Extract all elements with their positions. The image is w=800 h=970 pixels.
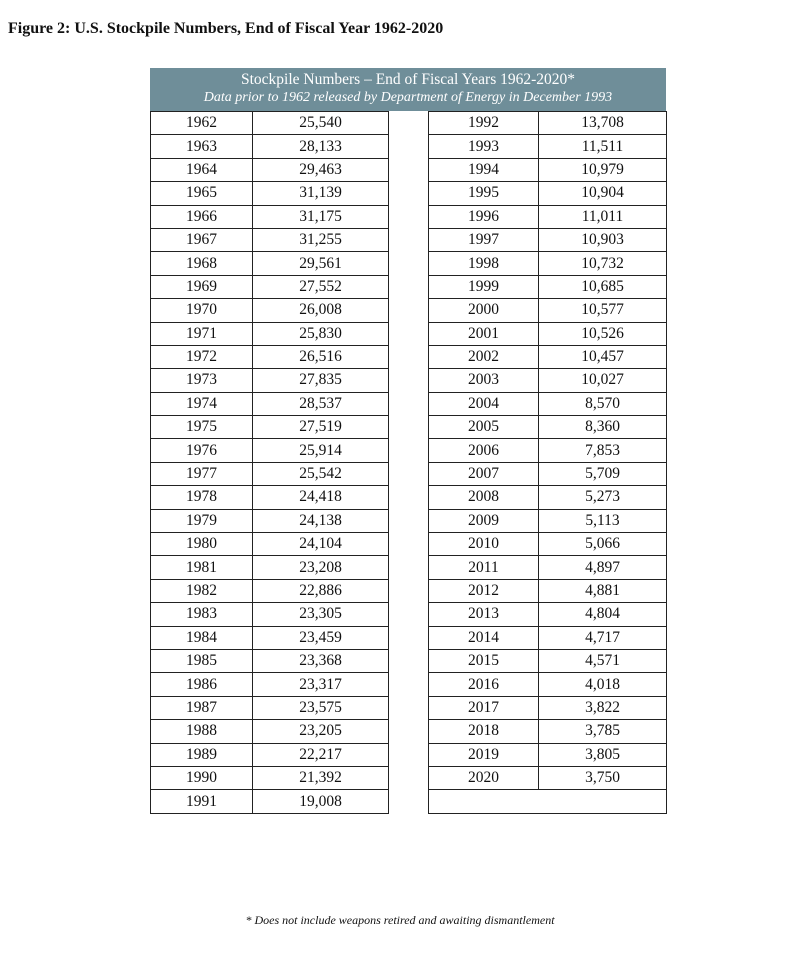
spacer-cell (389, 509, 429, 532)
right-year-cell: 2009 (429, 509, 539, 532)
right-count-cell: 10,027 (539, 369, 667, 392)
left-year-cell: 1969 (151, 275, 253, 298)
left-year-cell: 1967 (151, 228, 253, 251)
table-header-title: Stockpile Numbers – End of Fiscal Years 1962-2020* (240, 71, 576, 88)
spacer-cell (389, 603, 429, 626)
left-year-cell: 1963 (151, 135, 253, 158)
left-count-cell: 23,208 (253, 556, 389, 579)
stockpile-grid (150, 111, 667, 814)
right-count-cell: 4,804 (539, 603, 667, 626)
right-year-cell: 1992 (429, 112, 539, 135)
left-count-cell: 28,537 (253, 392, 389, 415)
left-year-cell: 1988 (151, 720, 253, 743)
left-year-cell: 1965 (151, 182, 253, 205)
table-row (151, 649, 667, 672)
left-count-cell: 21,392 (253, 766, 389, 789)
left-count-cell: 23,575 (253, 696, 389, 719)
spacer-cell (389, 743, 429, 766)
left-count-cell: 23,305 (253, 603, 389, 626)
table-row (151, 743, 667, 766)
right-count-cell: 8,360 (539, 416, 667, 439)
left-year-cell: 1976 (151, 439, 253, 462)
left-year-cell: 1986 (151, 673, 253, 696)
spacer-cell (389, 182, 429, 205)
left-count-cell: 24,138 (253, 509, 389, 532)
right-year-cell: 2008 (429, 486, 539, 509)
table-row (151, 416, 667, 439)
left-count-cell: 23,205 (253, 720, 389, 743)
left-year-cell: 1972 (151, 345, 253, 368)
spacer-cell (389, 416, 429, 439)
left-year-cell: 1990 (151, 766, 253, 789)
right-year-cell: 2019 (429, 743, 539, 766)
table-row (151, 579, 667, 602)
table-row (151, 369, 667, 392)
right-count-cell: 5,066 (539, 533, 667, 556)
table-row (151, 135, 667, 158)
right-year-cell: 2006 (429, 439, 539, 462)
table-row (151, 158, 667, 181)
table-row (151, 345, 667, 368)
right-count-cell: 4,717 (539, 626, 667, 649)
right-count-cell: 10,577 (539, 299, 667, 322)
right-year-cell: 2011 (429, 556, 539, 579)
spacer-cell (389, 228, 429, 251)
table-row (151, 439, 667, 462)
right-year-cell: 2020 (429, 766, 539, 789)
right-year-cell: 2017 (429, 696, 539, 719)
table-row (151, 509, 667, 532)
left-year-cell: 1979 (151, 509, 253, 532)
right-count-cell: 8,570 (539, 392, 667, 415)
spacer-cell (389, 649, 429, 672)
right-count-cell: 11,011 (539, 205, 667, 228)
spacer-cell (389, 299, 429, 322)
right-count-cell: 4,018 (539, 673, 667, 696)
left-year-cell: 1974 (151, 392, 253, 415)
right-year-cell: 2007 (429, 462, 539, 485)
table-row (151, 696, 667, 719)
right-year-cell: 2018 (429, 720, 539, 743)
left-count-cell: 31,175 (253, 205, 389, 228)
right-year-cell: 2010 (429, 533, 539, 556)
spacer-cell (389, 533, 429, 556)
spacer-cell (389, 252, 429, 275)
right-year-cell: 2002 (429, 345, 539, 368)
left-year-cell: 1975 (151, 416, 253, 439)
left-count-cell: 27,519 (253, 416, 389, 439)
table-row (151, 486, 667, 509)
table-row (151, 205, 667, 228)
table-row (151, 720, 667, 743)
right-year-cell: 1997 (429, 228, 539, 251)
empty-cell (429, 790, 667, 813)
left-count-cell: 25,542 (253, 462, 389, 485)
right-year-cell: 1998 (429, 252, 539, 275)
right-count-cell: 10,526 (539, 322, 667, 345)
right-year-cell: 1993 (429, 135, 539, 158)
left-count-cell: 27,835 (253, 369, 389, 392)
table-row (151, 299, 667, 322)
right-year-cell: 2004 (429, 392, 539, 415)
stockpile-table (150, 68, 666, 814)
left-year-cell: 1983 (151, 603, 253, 626)
left-year-cell: 1985 (151, 649, 253, 672)
spacer-cell (389, 673, 429, 696)
table-row (151, 392, 667, 415)
right-count-cell: 4,897 (539, 556, 667, 579)
figure-title: Figure 2: U.S. Stockpile Numbers, End of Fiscal Year 1962-2020 (8, 20, 444, 37)
spacer-cell (389, 439, 429, 462)
table-row (151, 673, 667, 696)
left-year-cell: 1981 (151, 556, 253, 579)
left-year-cell: 1964 (151, 158, 253, 181)
footnote: * Does not include weapons retired and awaiting dismantlement (245, 913, 555, 927)
table-row (151, 228, 667, 251)
left-year-cell: 1970 (151, 299, 253, 322)
left-count-cell: 31,139 (253, 182, 389, 205)
right-count-cell: 11,511 (539, 135, 667, 158)
spacer-cell (389, 720, 429, 743)
left-year-cell: 1977 (151, 462, 253, 485)
table-row (151, 790, 667, 813)
spacer-cell (389, 112, 429, 135)
spacer-cell (389, 579, 429, 602)
right-count-cell: 3,822 (539, 696, 667, 719)
spacer-cell (389, 766, 429, 789)
table-row (151, 626, 667, 649)
left-year-cell: 1980 (151, 533, 253, 556)
right-count-cell: 10,457 (539, 345, 667, 368)
right-count-cell: 10,979 (539, 158, 667, 181)
left-year-cell: 1987 (151, 696, 253, 719)
left-count-cell: 28,133 (253, 135, 389, 158)
spacer-cell (389, 696, 429, 719)
right-year-cell: 2013 (429, 603, 539, 626)
right-count-cell: 10,685 (539, 275, 667, 298)
left-year-cell: 1989 (151, 743, 253, 766)
left-year-cell: 1968 (151, 252, 253, 275)
table-row (151, 462, 667, 485)
right-year-cell: 1994 (429, 158, 539, 181)
left-count-cell: 25,830 (253, 322, 389, 345)
left-count-cell: 22,886 (253, 579, 389, 602)
left-year-cell: 1991 (151, 790, 253, 813)
left-count-cell: 25,540 (253, 112, 389, 135)
table-row (151, 766, 667, 789)
right-count-cell: 5,113 (539, 509, 667, 532)
table-header (150, 68, 666, 111)
left-year-cell: 1973 (151, 369, 253, 392)
left-count-cell: 24,418 (253, 486, 389, 509)
spacer-cell (389, 626, 429, 649)
left-count-cell: 23,459 (253, 626, 389, 649)
left-year-cell: 1971 (151, 322, 253, 345)
left-count-cell: 29,561 (253, 252, 389, 275)
spacer-cell (389, 205, 429, 228)
table-row (151, 322, 667, 345)
left-year-cell: 1962 (151, 112, 253, 135)
spacer-cell (389, 556, 429, 579)
left-count-cell: 26,516 (253, 345, 389, 368)
right-count-cell: 10,732 (539, 252, 667, 275)
right-count-cell: 3,750 (539, 766, 667, 789)
table-row (151, 182, 667, 205)
table-row (151, 556, 667, 579)
spacer-cell (389, 486, 429, 509)
right-count-cell: 3,785 (539, 720, 667, 743)
left-count-cell: 26,008 (253, 299, 389, 322)
right-count-cell: 10,904 (539, 182, 667, 205)
left-year-cell: 1982 (151, 579, 253, 602)
right-year-cell: 2000 (429, 299, 539, 322)
right-count-cell: 13,708 (539, 112, 667, 135)
right-year-cell: 2003 (429, 369, 539, 392)
spacer-cell (389, 345, 429, 368)
right-count-cell: 5,273 (539, 486, 667, 509)
left-count-cell: 19,008 (253, 790, 389, 813)
left-year-cell: 1984 (151, 626, 253, 649)
right-year-cell: 1996 (429, 205, 539, 228)
table-row (151, 112, 667, 135)
right-year-cell: 2014 (429, 626, 539, 649)
right-count-cell: 3,805 (539, 743, 667, 766)
spacer-cell (389, 790, 429, 813)
left-count-cell: 24,104 (253, 533, 389, 556)
spacer-cell (389, 275, 429, 298)
left-count-cell: 23,317 (253, 673, 389, 696)
table-header-subtitle: Data prior to 1962 released by Department of Energy in December 1993 (203, 90, 613, 105)
left-count-cell: 29,463 (253, 158, 389, 181)
left-year-cell: 1966 (151, 205, 253, 228)
stockpile-grid-body (151, 112, 667, 814)
spacer-cell (389, 369, 429, 392)
table-row (151, 533, 667, 556)
right-year-cell: 1995 (429, 182, 539, 205)
left-count-cell: 22,217 (253, 743, 389, 766)
right-year-cell: 2001 (429, 322, 539, 345)
table-row (151, 275, 667, 298)
spacer-cell (389, 158, 429, 181)
spacer-cell (389, 135, 429, 158)
left-year-cell: 1978 (151, 486, 253, 509)
right-year-cell: 2016 (429, 673, 539, 696)
right-year-cell: 2005 (429, 416, 539, 439)
spacer-cell (389, 462, 429, 485)
right-year-cell: 2015 (429, 649, 539, 672)
right-year-cell: 1999 (429, 275, 539, 298)
right-count-cell: 7,853 (539, 439, 667, 462)
right-count-cell: 4,881 (539, 579, 667, 602)
left-count-cell: 23,368 (253, 649, 389, 672)
left-count-cell: 31,255 (253, 228, 389, 251)
spacer-cell (389, 322, 429, 345)
right-year-cell: 2012 (429, 579, 539, 602)
table-row (151, 603, 667, 626)
right-count-cell: 4,571 (539, 649, 667, 672)
table-row (151, 252, 667, 275)
left-count-cell: 27,552 (253, 275, 389, 298)
spacer-cell (389, 392, 429, 415)
left-count-cell: 25,914 (253, 439, 389, 462)
right-count-cell: 5,709 (539, 462, 667, 485)
right-count-cell: 10,903 (539, 228, 667, 251)
